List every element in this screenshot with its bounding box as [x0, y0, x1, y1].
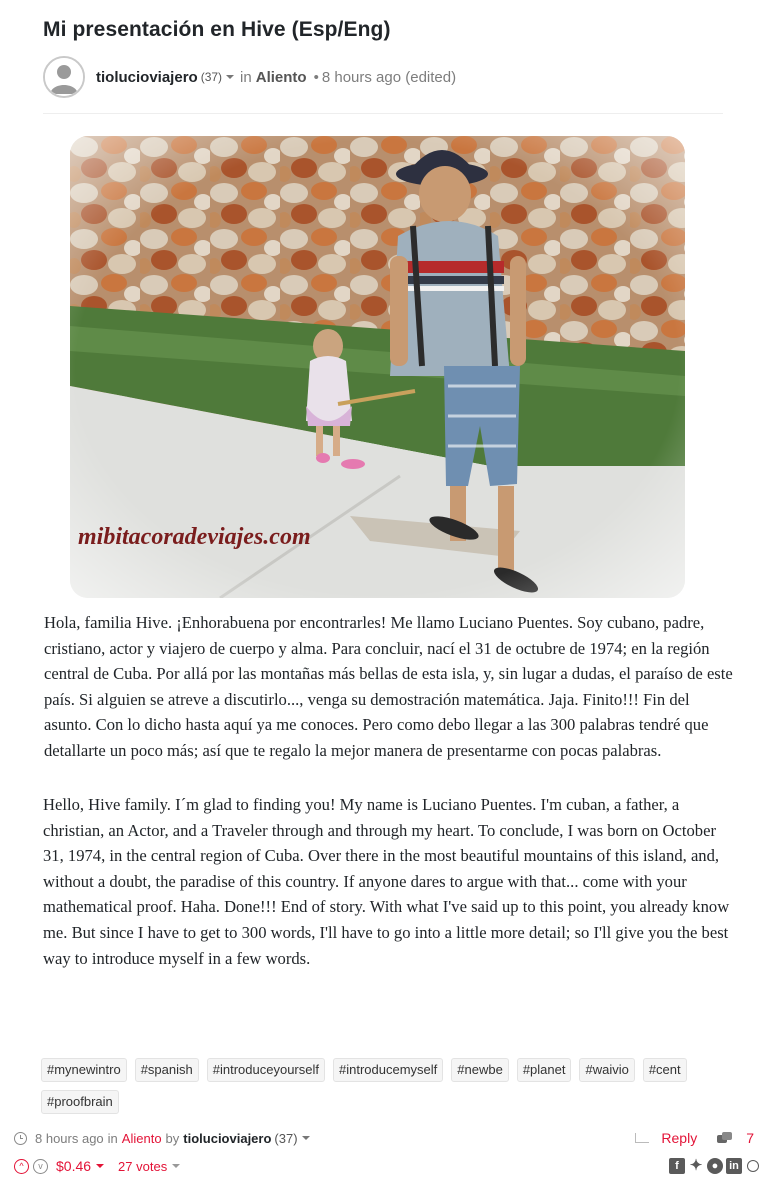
- author-meta: [96, 69, 456, 86]
- footer-by-label: by: [165, 1130, 180, 1146]
- tag-item[interactable]: #spanish: [135, 1058, 199, 1082]
- user-icon: [45, 58, 83, 96]
- post-footer-votes: [14, 1156, 759, 1176]
- bullet-separator: •: [313, 68, 319, 86]
- post-timestamp[interactable]: 8 hours ago (edited): [321, 68, 457, 86]
- tag-item[interactable]: #introduceyourself: [207, 1058, 325, 1082]
- tag-item[interactable]: #introducemyself: [333, 1058, 443, 1082]
- footer-author-reputation: (37): [274, 1130, 298, 1146]
- comment-count[interactable]: 7: [746, 1130, 754, 1146]
- post-image[interactable]: [70, 136, 685, 598]
- author-menu-caret-icon[interactable]: [226, 75, 234, 79]
- link-icon[interactable]: [747, 1160, 759, 1172]
- author-reputation: (37): [200, 70, 223, 84]
- reply-icon: [635, 1133, 649, 1143]
- tag-item[interactable]: #proofbrain: [41, 1090, 119, 1114]
- footer-timestamp[interactable]: 8 hours ago: [35, 1130, 104, 1146]
- tag-list: [41, 1058, 741, 1114]
- reddit-icon[interactable]: ●: [707, 1158, 723, 1174]
- tag-item[interactable]: #cent: [643, 1058, 687, 1082]
- clock-icon: [14, 1132, 27, 1145]
- tag-item[interactable]: #newbe: [451, 1058, 509, 1082]
- avatar[interactable]: [43, 56, 85, 98]
- facebook-icon[interactable]: f: [669, 1158, 685, 1174]
- votes-caret-icon[interactable]: [172, 1164, 180, 1168]
- downvote-icon[interactable]: v: [33, 1159, 48, 1174]
- footer-in-label: in: [107, 1130, 118, 1146]
- comments-icon[interactable]: [717, 1132, 732, 1144]
- footer-author-caret-icon[interactable]: [302, 1136, 310, 1140]
- post-title: Mi presentación en Hive (Esp/Eng): [43, 18, 391, 41]
- upvote-icon[interactable]: ^: [14, 1159, 29, 1174]
- in-label: in: [240, 68, 252, 86]
- payout-caret-icon[interactable]: [96, 1164, 104, 1168]
- post-body-english: Hello, Hive family. I´m glad to finding you! My name is Luciano Puentes. I'm cuban, a father, a christian, an Actor, and a Traveler through and through my heart. To conclude, I was born on October 31, 1974, in the central region of Cuba. Over there in the most beautiful mountains of this island, and, without a doubt, the paradise of this country. If anyone dares to argue with that... come with your mathematical proof. Haha. Done!!! End of story. With what I've said up to this point, you already know me. But since I have to get to 300 words, I'll have to go into a little more detail; so I'll give you the best way to introduce myself in a few words.: [43, 795, 730, 968]
- tag-item[interactable]: #waivio: [579, 1058, 634, 1082]
- community-link[interactable]: Aliento: [255, 68, 307, 86]
- image-watermark: mibitacoradeviajes.com: [78, 524, 311, 550]
- linkedin-icon[interactable]: in: [726, 1158, 742, 1174]
- footer-author-link[interactable]: tiolucioviajero: [183, 1130, 272, 1146]
- votes-count[interactable]: 27 votes: [118, 1158, 168, 1174]
- reply-button[interactable]: Reply: [661, 1130, 698, 1146]
- tag-item[interactable]: #planet: [517, 1058, 572, 1082]
- header-divider: [43, 113, 723, 114]
- post-body-spanish: Hola, familia Hive. ¡Enhorabuena por encontrarles! Me llamo Luciano Puentes. Soy cubano, padre, cristiano, actor y viajero de cuerpo y alma. Para concluir, nací el 31 de octubre de 1974; en la región central de Cuba. Por allá por las montañas más bellas de esta isla, y, sin lugar a dudas, el paraíso de este país. Si alguien se atreve a discutirlo..., venga su demostración matemática. Jaja. Finito!!! Fin del asunto. Con lo dicho hasta aquí ya me conoces. Pero como debo llegar a las 300 palabras tendré que detallarte un poco más; así que te regalo la mejor manera de presentarme con pocas palabras.: [44, 613, 733, 760]
- author-link[interactable]: tiolucioviajero: [96, 68, 198, 86]
- footer-community-link[interactable]: Aliento: [121, 1130, 162, 1146]
- share-icons: [669, 1158, 759, 1174]
- twitter-icon[interactable]: ✦: [689, 1157, 703, 1174]
- tag-item[interactable]: #mynewintro: [41, 1058, 127, 1082]
- post-footer-meta: [14, 1128, 754, 1148]
- post-author-row: [43, 56, 723, 98]
- payout-value[interactable]: $0.46: [56, 1158, 92, 1174]
- footer-actions: [635, 1130, 754, 1146]
